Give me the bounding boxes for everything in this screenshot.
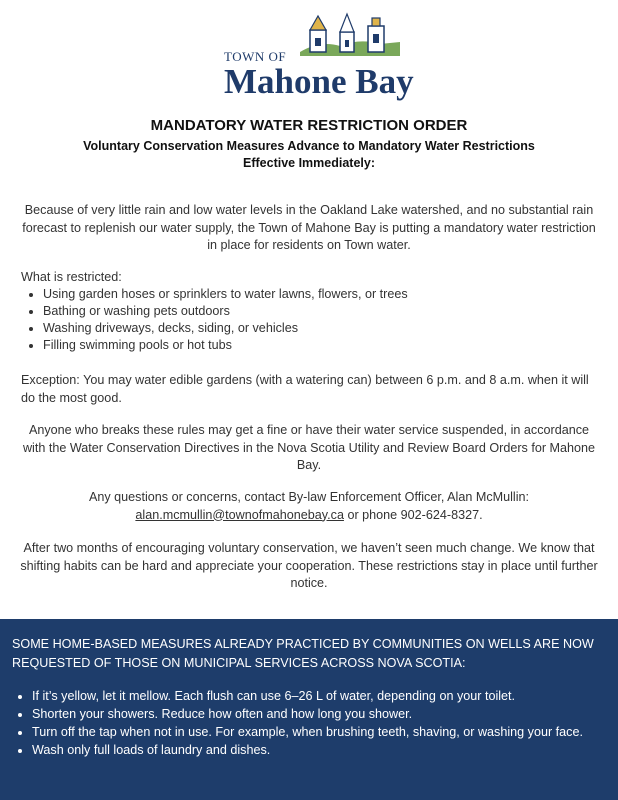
contact-line: Any questions or concerns, contact By-law Enforcement Officer, Alan McMullin: [88,490,530,504]
exception-paragraph: Exception: You may water edible gardens (with a watering can) between 6 p.m. and 8 a.m. when it will do the most good. [21,373,589,405]
phone-text: or phone 902-624-8327. [343,507,483,522]
logo-town-of-text: TOWN OF [224,49,287,64]
page-subtitle [0,138,618,172]
intro-paragraph: Because of very little rain and low water levels in the Oakland Lake watershed, and no substantial rain forecast to replenish our water supply, the Town of Mahone Bay is putting a mandatory water restriction in place for residents on Town water. [22,203,596,252]
list-item: • Turn off the tap when not in use. For example, when brushing teeth, shaving, or washing your face. [32,723,612,741]
tips-footer [0,619,618,800]
restricted-list [21,286,603,354]
contact-paragraph [18,489,600,524]
contact-details [18,507,600,525]
subtitle-line-2: Effective Immediately: [243,156,375,170]
list-item: • Washing driveways, decks, siding, or vehicles [43,320,603,337]
tips-list [12,687,612,759]
logo-town-name: Mahone Bay [224,62,414,101]
closing-paragraph: After two months of encouraging voluntary conservation, we haven’t seen much change. We know that shifting habits can be hard and appreciate your cooperation. These restrictions stay in place until further notice. [20,541,598,590]
list-item: • Filling swimming pools or hot tubs [43,337,603,354]
list-item: • If it’s yellow, let it mellow. Each flush can use 6–26 L of water, depending on your toilet. [32,687,612,705]
list-item: • Wash only full loads of laundry and dishes. [32,741,612,759]
list-item: • Shorten your showers. Reduce how often and how long you shower. [32,705,612,723]
footer-heading: SOME HOME-BASED MEASURES ALREADY PRACTICED BY COMMUNITIES ON WELLS ARE NOW REQUESTED OF THOSE ON MUNICIPAL SERVICES ACROSS NOVA SCOTIA: [12,637,594,670]
email-link[interactable]: alan.mcmullin@townofmahonebay.ca [135,507,344,522]
subtitle-line-1: Voluntary Conservation Measures Advance to Mandatory Water Restrictions [83,139,535,153]
restricted-label: What is restricted: [21,270,122,284]
list-item: • Using garden hoses or sprinklers to water lawns, flowers, or trees [43,286,603,303]
list-item: • Bathing or washing pets outdoors [43,303,603,320]
penalty-paragraph: Anyone who breaks these rules may get a fine or have their water service suspended, in accordance with the Water Conservation Directives in the Nova Scotia Utility and Review Board Orders for Mahone Bay. [22,423,596,472]
page-title: MANDATORY WATER RESTRICTION ORDER [150,117,468,134]
churches-logo-icon [300,12,400,56]
town-logo [224,12,414,110]
